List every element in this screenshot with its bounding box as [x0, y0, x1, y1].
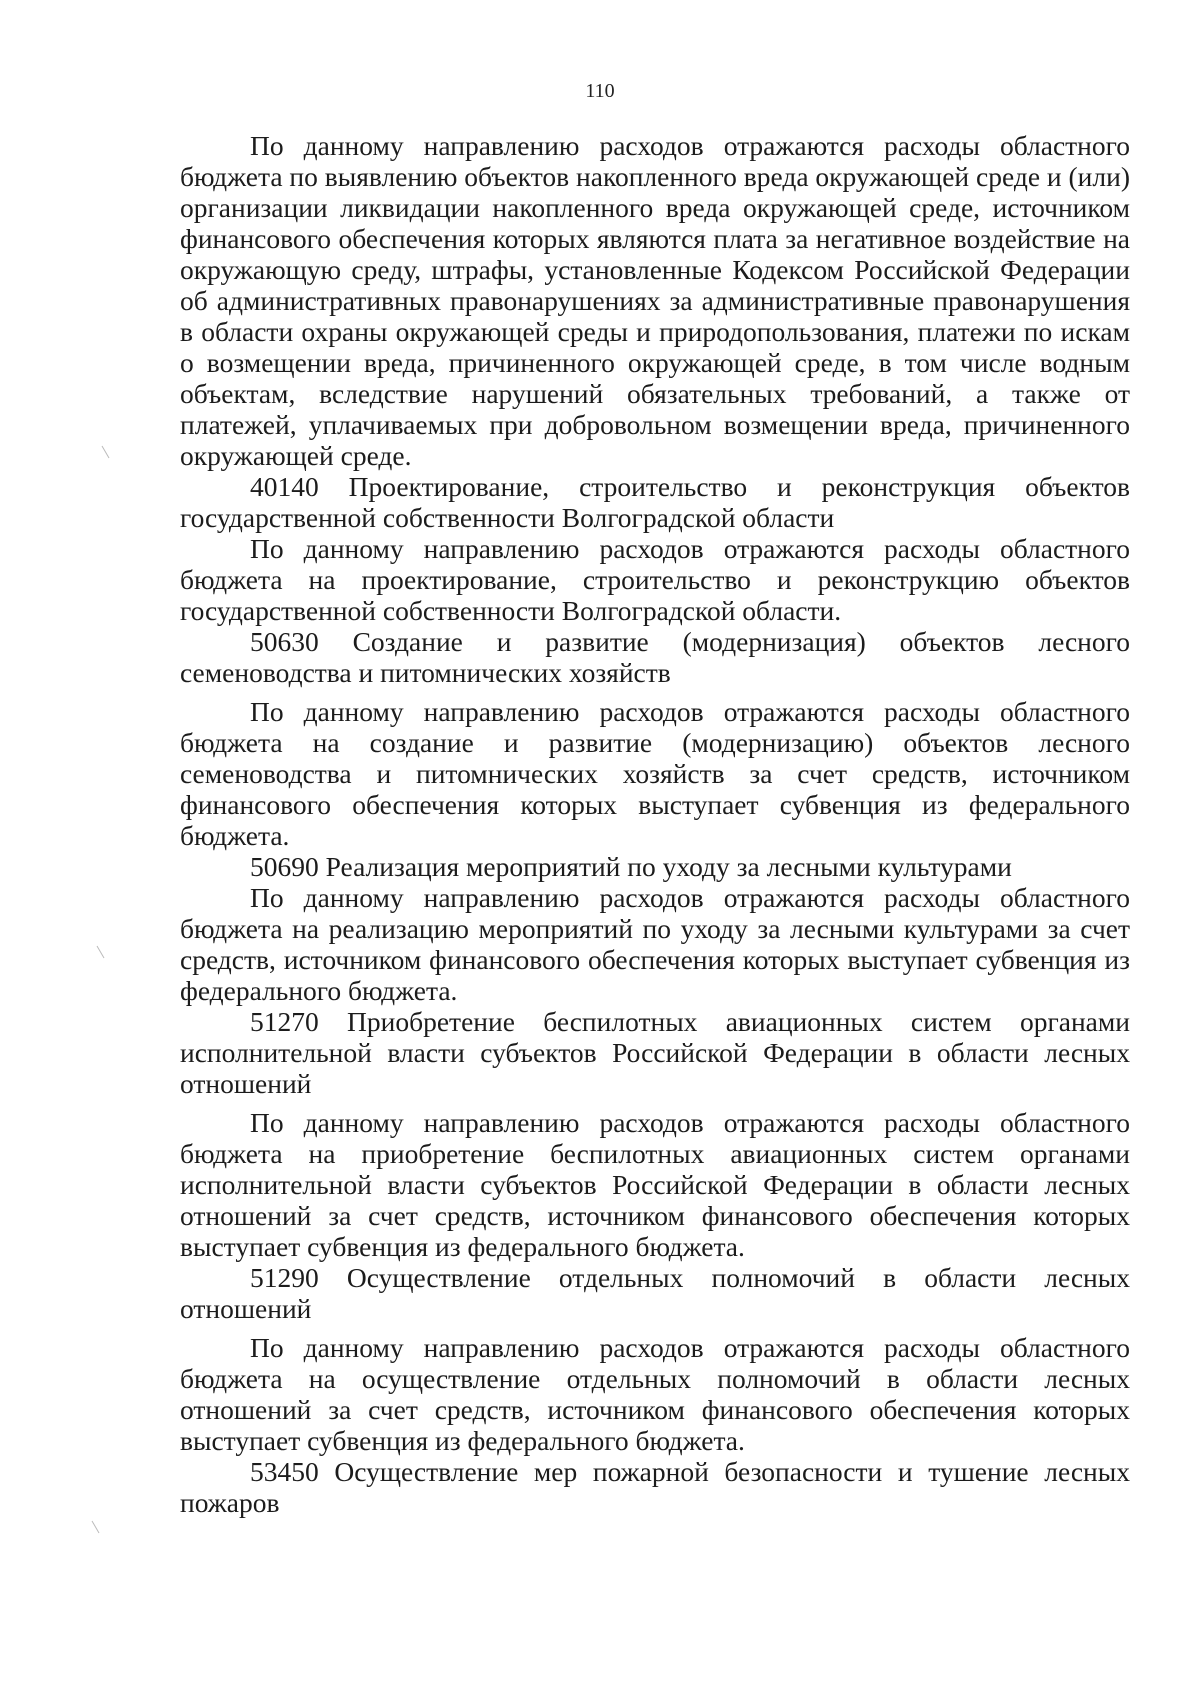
paragraph-heading: 53450 Осуществление мер пожарной безопасности и тушение лесных пожаров [180, 1456, 1130, 1518]
paragraph-description: По данному направлению расходов отражаются расходы областного бюджета по выявлению объектов накопленного вреда окружающей среде и (или) организации ликвидации накопленного вреда окружающей среде, источником финансового обеспечения которых являются плата за негативное воздействие на окружающую среду, штрафы, установленные Кодексом Российской Федерации об административных правонарушениях за административные правонарушения в области охраны окружающей среды и природопользования, платежи по искам о возмещении вреда, причиненного окружающей среде, в том числе водным объектам, вследствие нарушений обязательных требований, а также от платежей, уплачиваемых при добровольном возмещении вреда, причиненного окружающей среде. [180, 130, 1130, 471]
paragraph-heading: 40140 Проектирование, строительство и реконструкция объектов государственной собственности Волгоградской области [180, 471, 1130, 533]
page-number: 110 [585, 80, 615, 102]
scan-mark [97, 946, 105, 959]
scan-mark [102, 446, 110, 459]
document-body [180, 130, 1130, 1518]
paragraph-heading: 50630 Создание и развитие (модернизация) объектов лесного семеноводства и питомнических хозяйств [180, 626, 1130, 688]
paragraph-heading: 50690 Реализация мероприятий по уходу за лесными культурами [250, 851, 1012, 882]
paragraph-heading: 51270 Приобретение беспилотных авиационных систем органами исполнительной власти субъектов Российской Федерации в области лесных отношений [180, 1006, 1130, 1099]
paragraph-description: По данному направлению расходов отражаются расходы областного бюджета на создание и развитие (модернизацию) объектов лесного семеноводства и питомнических хозяйств за счет средств, источником финансового обеспечения которых выступает субвенция из федерального бюджета. [180, 696, 1130, 851]
paragraph-heading: 51290 Осуществление отдельных полномочий в области лесных отношений [180, 1262, 1130, 1324]
paragraph-description: По данному направлению расходов отражаются расходы областного бюджета на осуществление отдельных полномочий в области лесных отношений за счет средств, источником финансового обеспечения которых выступает субвенция из федерального бюджета. [180, 1332, 1130, 1456]
paragraph-description: По данному направлению расходов отражаются расходы областного бюджета на реализацию мероприятий по уходу за лесными культурами за счет средств, источником финансового обеспечения которых выступает субвенция из федерального бюджета. [180, 882, 1130, 1006]
paragraph-description: По данному направлению расходов отражаются расходы областного бюджета на проектирование, строительство и реконструкцию объектов государственной собственности Волгоградской области. [180, 533, 1130, 626]
scan-mark [92, 1521, 100, 1534]
paragraph-description: По данному направлению расходов отражаются расходы областного бюджета на приобретение беспилотных авиационных систем органами исполнительной власти субъектов Российской Федерации в области лесных отношений за счет средств, источником финансового обеспечения которых выступает субвенция из федерального бюджета. [180, 1107, 1130, 1262]
